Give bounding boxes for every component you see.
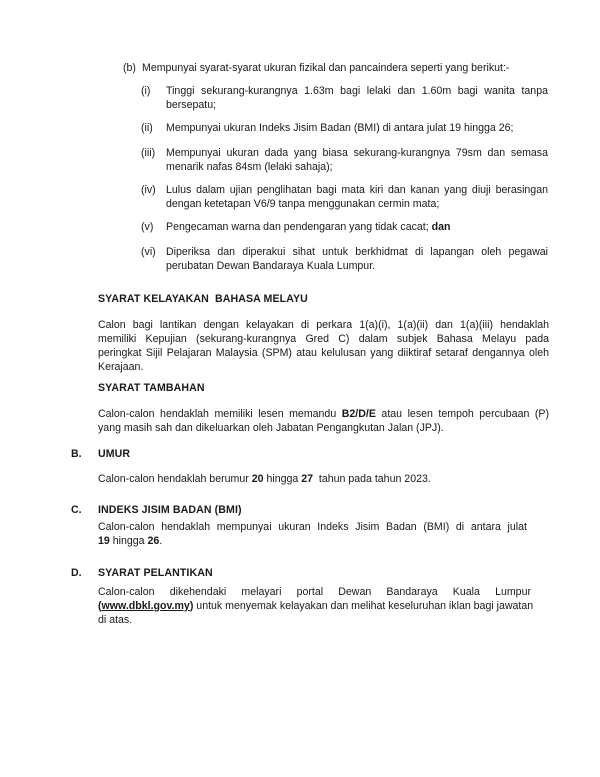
bmi-line: [98, 534, 162, 548]
section-label-b: B.: [71, 448, 82, 460]
pelantikan-line: [98, 599, 533, 613]
bahasa-line: memiliki Kepujian (sekurang-kurangnya Gred C) dalam subjek Bahasa Melayu pada: [98, 333, 549, 345]
bmi-line: Calon-calon hendaklah mempunyai ukuran Indeks Jisim Badan (BMI) di antara julat: [98, 521, 527, 533]
umur-text: Calon-calon hendaklah berumur: [98, 473, 252, 485]
link-paren: (: [98, 600, 102, 612]
pelantikan-line: di atas.: [98, 614, 133, 626]
bahasa-line: Calon bagi lantikan dengan kelayakan di perkara 1(a)(i), 1(a)(ii) dan 1(a)(iii) hendaklah: [98, 319, 549, 331]
item-number: (vi): [141, 246, 156, 258]
tambahan-heading: SYARAT TAMBAHAN: [98, 382, 205, 394]
item-text-cont: dengan ketetapan V6/9 tanpa menggunakan cermin mata;: [166, 198, 440, 210]
bmi-text: hingga: [109, 535, 148, 547]
bahasa-line: Kerajaan.: [98, 361, 144, 373]
umur-heading: UMUR: [98, 448, 131, 460]
item-text: Diperiksa dan diperakui sihat untuk berkhidmat di lapangan oleh pegawai: [166, 246, 548, 258]
tambahan-text: atau lesen tempoh percubaan (P): [375, 408, 550, 420]
pelantikan-line: Calon-calon dikehendaki melayari portal Dewan Bandaraya Kuala Lumpur: [98, 586, 531, 598]
item-number: (i): [141, 85, 151, 97]
item-number: (iii): [141, 147, 156, 159]
pelantikan-heading: SYARAT PELANTIKAN: [98, 567, 213, 579]
tambahan-line: [98, 407, 549, 421]
item-text: Mempunyai ukuran dada yang biasa sekurang-kurangnya 79sm dan semasa: [166, 147, 548, 159]
bmi-text: .: [159, 535, 163, 547]
age-min: 20: [251, 473, 264, 485]
portal-link[interactable]: www.dbkl.gov.my: [101, 600, 190, 612]
sub-label-b: (b): [123, 62, 136, 74]
license-class: B2/D/E: [341, 408, 376, 420]
item-text-main: Pengecaman warna dan pendengaran yang tidak cacat;: [166, 221, 429, 233]
umur-text: tahun pada tahun 2023.: [313, 473, 431, 485]
item-text-cont: bersepatu;: [166, 99, 217, 111]
item-text: Lulus dalam ujian penglihatan bagi mata kiri dan kanan yang diuji berasingan: [166, 184, 548, 196]
sub-intro-b: Mempunyai syarat-syarat ukuran fizikal dan pancaindera seperti yang berikut:-: [142, 62, 510, 74]
pelantikan-text: untuk menyemak kelayakan dan melihat keseluruhan iklan bagi jawatan: [193, 600, 534, 612]
bahasa-heading: SYARAT KELAYAKAN BAHASA MELAYU: [98, 293, 308, 305]
item-text: [166, 220, 548, 234]
item-number: (ii): [141, 122, 153, 134]
item-number: (iv): [141, 184, 156, 196]
item-text-bold: dan: [431, 221, 451, 233]
umur-line: [98, 472, 431, 486]
tambahan-line: yang masih sah dan dikeluarkan oleh Jabatan Pengangkutan Jalan (JPJ).: [98, 422, 444, 434]
bahasa-line: peringkat Sijil Pelajaran Malaysia (SPM) atau kelulusan yang diiktiraf setaraf dengannya oleh: [98, 347, 549, 359]
bmi-max: 26: [147, 535, 160, 547]
link-paren: ): [189, 600, 194, 612]
section-label-c: C.: [71, 504, 82, 516]
bmi-min: 19: [98, 535, 110, 547]
umur-text: hingga: [263, 473, 302, 485]
item-text-cont: menarik nafas 84sm (lelaki sahaja);: [166, 161, 333, 173]
item-text-cont: perubatan Dewan Bandaraya Kuala Lumpur.: [166, 260, 376, 272]
tambahan-text: Calon-calon hendaklah memiliki lesen memandu: [98, 408, 342, 420]
age-max: 27: [301, 473, 313, 485]
item-text: Mempunyai ukuran Indeks Jisim Badan (BMI) di antara julat 19 hingga 26;: [166, 122, 514, 134]
section-label-d: D.: [71, 567, 82, 579]
bmi-heading: INDEKS JISIM BADAN (BMI): [98, 504, 242, 516]
item-text: Tinggi sekurang-kurangnya 1.63m bagi lelaki dan 1.60m bagi wanita tanpa: [166, 85, 548, 97]
item-number: (v): [141, 221, 154, 233]
